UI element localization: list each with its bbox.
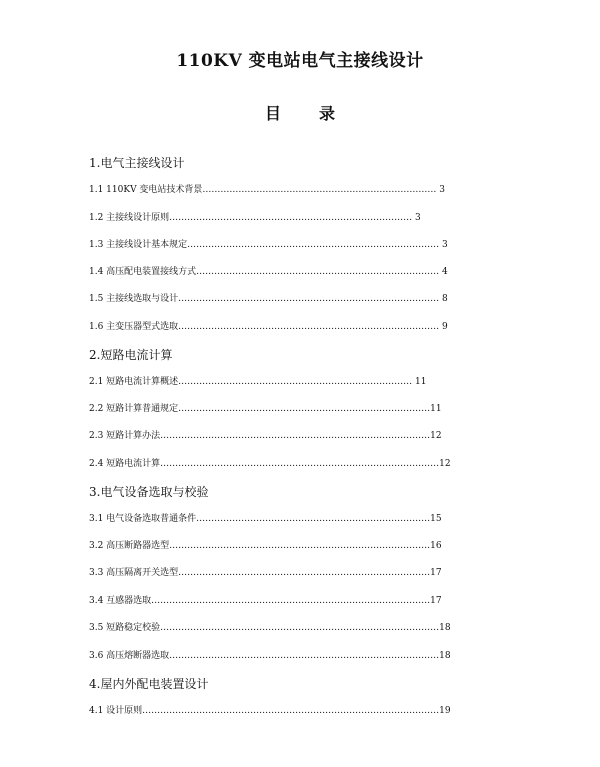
document-title: 110KV 变电站电气主接线设计 bbox=[176, 51, 424, 71]
toc-entry-3-1: 3.1 电气设备选取普通条件……………………………………………………………………15 bbox=[89, 514, 442, 524]
toc-entry-3-2: 3.2 高压断路器选型……………………………………………………………………………16 bbox=[89, 541, 442, 551]
toc-entry-3-6: 3.6 高压熔断器选取………………………………………………………………………………18 bbox=[89, 651, 451, 661]
toc-heading-char-1: 目 bbox=[264, 104, 281, 123]
toc-entry-1-6: 1.6 主变压器型式选取…………………………………………………………………………… 9 bbox=[89, 322, 448, 332]
toc-entry-2-2: 2.2 短路计算普通规定…………………………………………………………………………11 bbox=[89, 404, 442, 414]
toc-entry-1-3: 1.3 主接线设计基本规定………………………………………………………………………… 3 bbox=[89, 240, 448, 250]
toc-entry-3-3: 3.3 高压隔离开关选型…………………………………………………………………………17 bbox=[89, 568, 442, 578]
toc-heading-char-2: 录 bbox=[319, 104, 336, 123]
toc-entry-4-1: 4.1 设计原则………………………………………………………………………………………19 bbox=[89, 706, 451, 716]
toc-section-3: 3.电气设备选取与校验 bbox=[89, 485, 209, 499]
toc-entry-1-5: 1.5 主接线选取与设计…………………………………………………………………………… 8 bbox=[89, 294, 448, 304]
toc-entry-1-4: 1.4 高压配电装置接线方式……………………………………………………………………… 4 bbox=[89, 267, 448, 277]
toc-entry-3-5: 3.5 短路稳定校验…………………………………………………………………………………18 bbox=[89, 623, 451, 633]
toc-entry-2-4: 2.4 短路电流计算…………………………………………………………………………………12 bbox=[89, 459, 451, 469]
toc-entry-2-1: 2.1 短路电流计算概述…………………………………………………………………… 11 bbox=[89, 377, 427, 387]
toc-section-1: 1.电气主接线设计 bbox=[89, 156, 185, 170]
toc-section-2: 2.短路电流计算 bbox=[89, 348, 173, 362]
toc-entry-3-4: 3.4 互感器选取…………………………………………………………………………………17 bbox=[89, 596, 442, 606]
toc-entry-1-2: 1.2 主接线设计原则……………………………………………………………………… 3 bbox=[89, 213, 421, 223]
toc-section-4: 4.屋内外配电装置设计 bbox=[89, 677, 209, 691]
toc-entry-2-3: 2.3 短路计算办法………………………………………………………………………………12 bbox=[89, 431, 442, 441]
toc-heading bbox=[0, 101, 600, 124]
toc-entry-1-1: 1.1 110KV 变电站技术背景…………………………………………………………………… 3 bbox=[89, 185, 446, 195]
